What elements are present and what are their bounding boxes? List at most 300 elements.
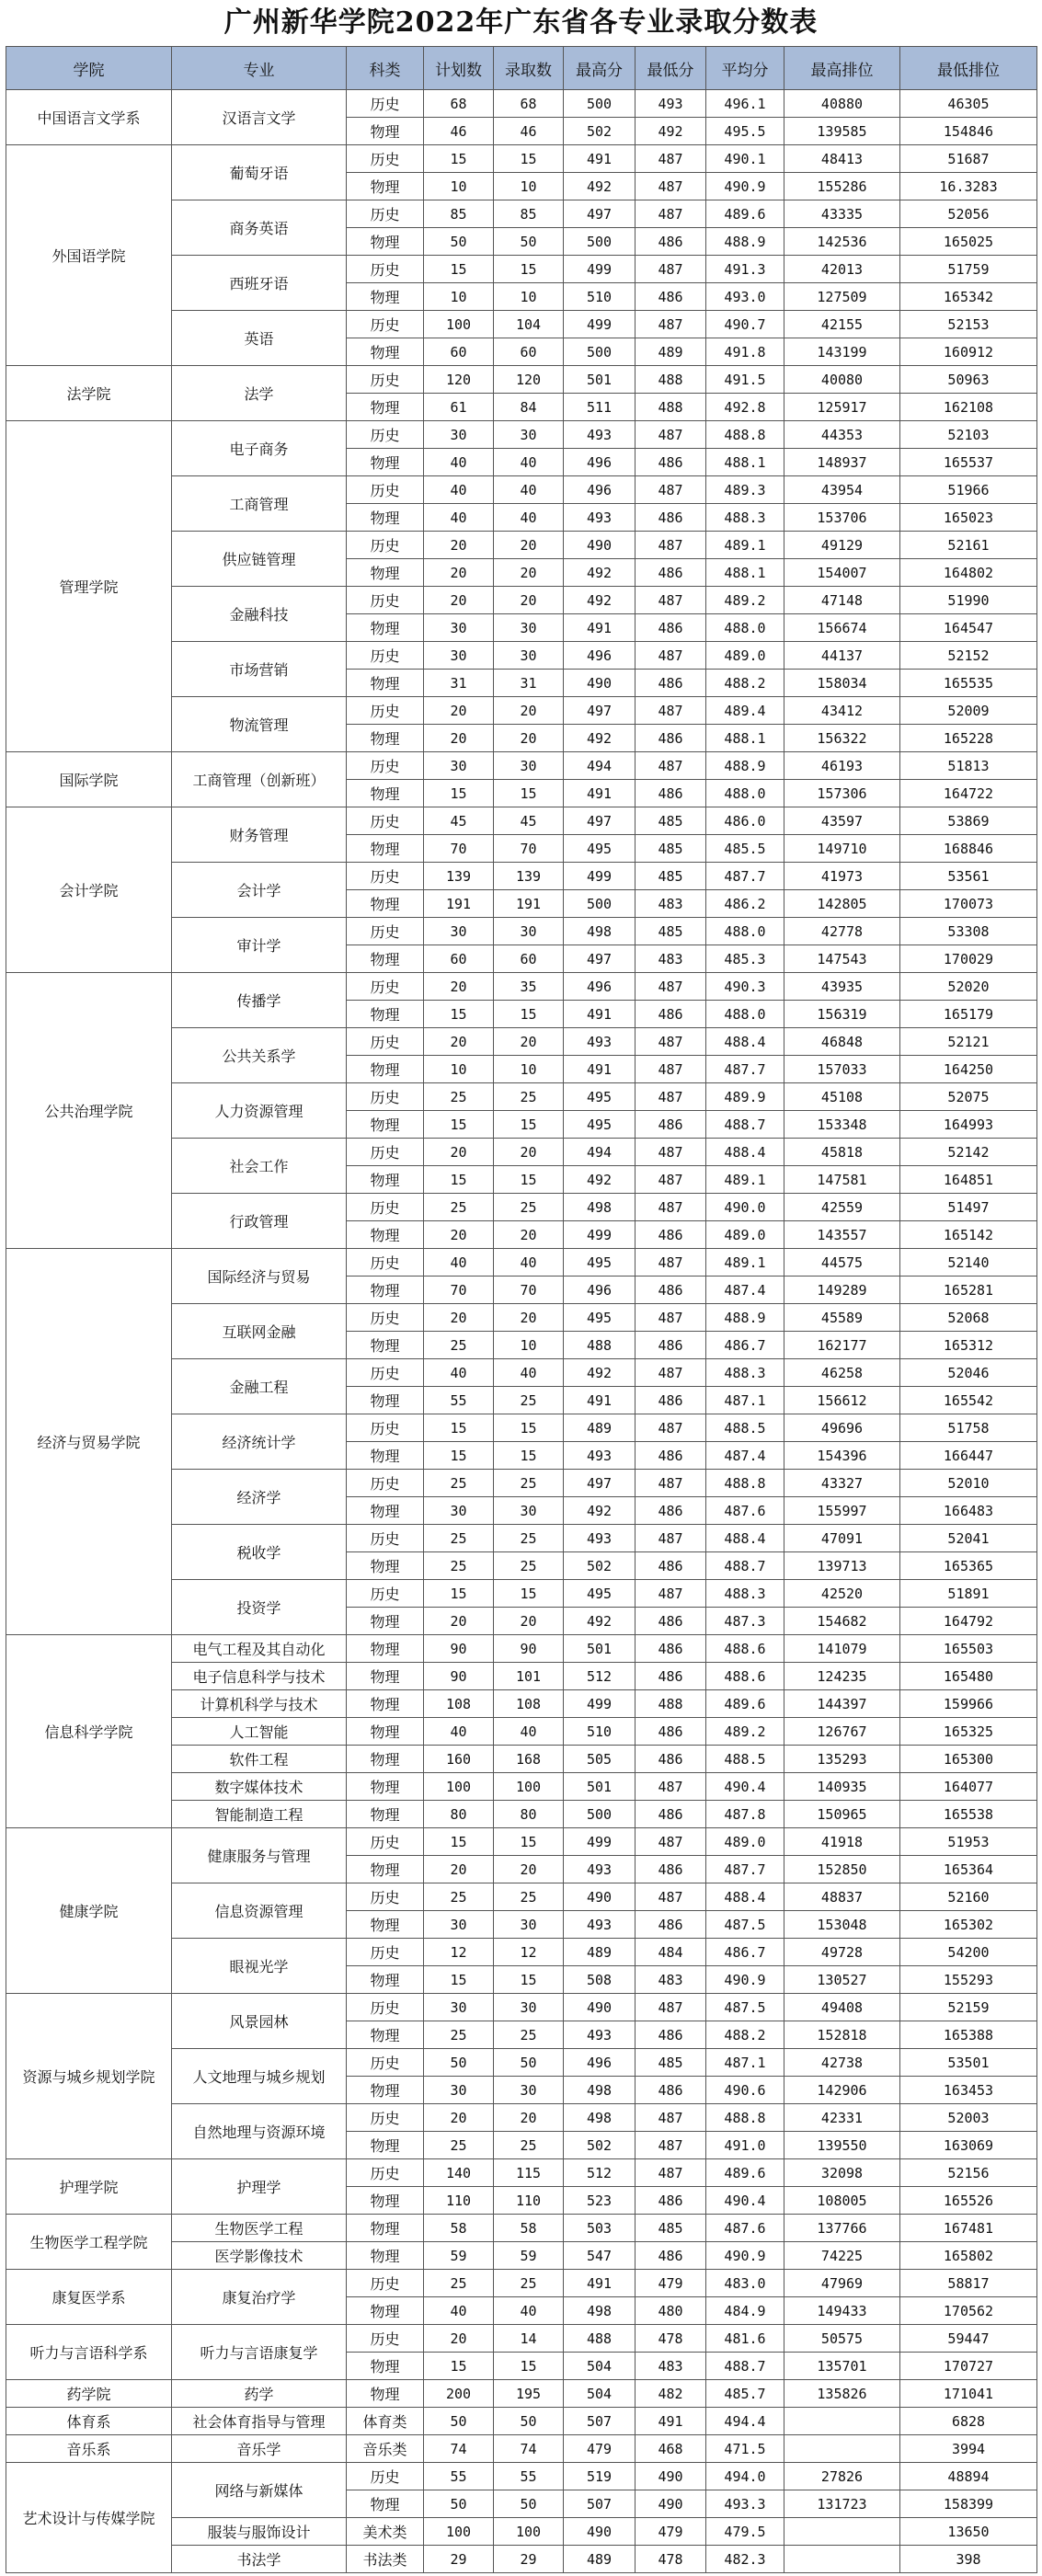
cell-min-score: 486	[636, 1801, 706, 1828]
cell-lowest-rank: 164792	[900, 1608, 1037, 1635]
cell-avg-score: 488.7	[706, 1111, 784, 1139]
cell-highest-rank: 46193	[784, 752, 900, 780]
cell-avg-score: 489.1	[706, 1249, 784, 1277]
cell-min-score: 487	[636, 200, 706, 228]
cell-lowest-rank: 16.3283	[900, 173, 1037, 200]
cell-lowest-rank: 51891	[900, 1580, 1037, 1608]
cell-highest-rank: 47091	[784, 1525, 900, 1552]
cell-category: 历史	[347, 2049, 424, 2077]
cell-category: 物理	[347, 283, 424, 311]
cell-lowest-rank: 164802	[900, 559, 1037, 587]
cell-max-score: 503	[564, 2215, 636, 2242]
cell-plan-count: 70	[424, 835, 494, 863]
cell-major: 电气工程及其自动化	[172, 1635, 347, 1663]
cell-lowest-rank: 155293	[900, 1966, 1037, 1994]
cell-max-score: 496	[564, 449, 636, 476]
cell-highest-rank: 32098	[784, 2159, 900, 2187]
cell-category: 物理	[347, 1166, 424, 1194]
cell-min-score: 487	[636, 587, 706, 614]
cell-plan-count: 20	[424, 587, 494, 614]
cell-category: 体育类	[347, 2408, 424, 2435]
cell-major: 国际经济与贸易	[172, 1249, 347, 1304]
cell-avg-score: 489.4	[706, 697, 784, 725]
cell-major: 投资学	[172, 1580, 347, 1635]
cell-admit-count: 30	[494, 1994, 564, 2021]
cell-max-score: 497	[564, 807, 636, 835]
cell-admit-count: 115	[494, 2159, 564, 2187]
cell-max-score: 501	[564, 1773, 636, 1801]
cell-min-score: 487	[636, 532, 706, 559]
cell-avg-score: 486.0	[706, 807, 784, 835]
cell-major: 药学	[172, 2380, 347, 2408]
column-header-category: 科类	[347, 47, 424, 90]
cell-college: 信息科学学院	[6, 1635, 172, 1828]
cell-admit-count: 40	[494, 504, 564, 532]
cell-max-score: 523	[564, 2187, 636, 2215]
cell-plan-count: 30	[424, 614, 494, 642]
cell-max-score: 495	[564, 1111, 636, 1139]
cell-avg-score: 487.3	[706, 1608, 784, 1635]
cell-max-score: 502	[564, 118, 636, 145]
cell-avg-score: 488.5	[706, 1414, 784, 1442]
cell-highest-rank: 155997	[784, 1497, 900, 1525]
cell-college: 经济与贸易学院	[6, 1249, 172, 1635]
cell-admit-count: 100	[494, 2518, 564, 2546]
cell-highest-rank	[784, 2435, 900, 2463]
cell-min-score: 487	[636, 642, 706, 670]
cell-plan-count: 30	[424, 1911, 494, 1939]
cell-category: 物理	[347, 1221, 424, 1249]
cell-highest-rank: 130527	[784, 1966, 900, 1994]
cell-min-score: 487	[636, 1166, 706, 1194]
table-row	[6, 2270, 1037, 2297]
cell-avg-score: 488.6	[706, 1635, 784, 1663]
cell-admit-count: 70	[494, 835, 564, 863]
cell-admit-count: 20	[494, 1139, 564, 1166]
cell-admit-count: 30	[494, 2077, 564, 2104]
cell-lowest-rank: 165312	[900, 1332, 1037, 1359]
cell-avg-score: 488.5	[706, 1746, 784, 1773]
table-row	[6, 2408, 1037, 2435]
cell-admit-count: 50	[494, 228, 564, 256]
cell-admit-count: 15	[494, 1001, 564, 1028]
cell-highest-rank: 142805	[784, 890, 900, 918]
cell-highest-rank: 43335	[784, 200, 900, 228]
cell-major: 智能制造工程	[172, 1801, 347, 1828]
cell-admit-count: 40	[494, 449, 564, 476]
cell-plan-count: 20	[424, 1028, 494, 1056]
cell-highest-rank: 143199	[784, 338, 900, 366]
cell-category: 物理	[347, 1856, 424, 1883]
cell-avg-score: 491.0	[706, 2132, 784, 2159]
cell-min-score: 487	[636, 1414, 706, 1442]
cell-category: 物理	[347, 1332, 424, 1359]
cell-max-score: 495	[564, 835, 636, 863]
cell-max-score: 490	[564, 1994, 636, 2021]
cell-major: 电子信息科学与技术	[172, 1663, 347, 1690]
cell-min-score: 483	[636, 1966, 706, 1994]
cell-major: 会计学	[172, 863, 347, 918]
cell-admit-count: 15	[494, 1111, 564, 1139]
cell-avg-score: 487.5	[706, 1911, 784, 1939]
cell-category: 物理	[347, 2132, 424, 2159]
cell-min-score: 486	[636, 780, 706, 807]
cell-lowest-rank: 51966	[900, 476, 1037, 504]
cell-plan-count: 20	[424, 1221, 494, 1249]
cell-admit-count: 50	[494, 2490, 564, 2518]
cell-major: 健康服务与管理	[172, 1828, 347, 1883]
cell-plan-count: 90	[424, 1663, 494, 1690]
cell-max-score: 498	[564, 2297, 636, 2325]
cell-avg-score: 488.0	[706, 1001, 784, 1028]
cell-min-score: 486	[636, 2021, 706, 2049]
cell-admit-count: 40	[494, 1249, 564, 1277]
cell-category: 历史	[347, 642, 424, 670]
cell-major: 社会体育指导与管理	[172, 2408, 347, 2435]
cell-plan-count: 15	[424, 1828, 494, 1856]
cell-category: 历史	[347, 587, 424, 614]
cell-max-score: 495	[564, 1083, 636, 1111]
cell-lowest-rank: 170727	[900, 2353, 1037, 2380]
cell-min-score: 485	[636, 863, 706, 890]
cell-college: 康复医学系	[6, 2270, 172, 2325]
cell-admit-count: 168	[494, 1746, 564, 1773]
cell-lowest-rank: 52160	[900, 1883, 1037, 1911]
cell-category: 物理	[347, 228, 424, 256]
cell-highest-rank: 126767	[784, 1718, 900, 1746]
cell-major: 数字媒体技术	[172, 1773, 347, 1801]
cell-admit-count: 108	[494, 1690, 564, 1718]
cell-min-score: 486	[636, 1552, 706, 1580]
cell-category: 物理	[347, 2187, 424, 2215]
cell-avg-score: 490.9	[706, 2242, 784, 2270]
table-row	[6, 2159, 1037, 2187]
cell-max-score: 493	[564, 1525, 636, 1552]
cell-highest-rank: 157033	[784, 1056, 900, 1083]
cell-lowest-rank: 164250	[900, 1056, 1037, 1083]
cell-college: 国际学院	[6, 752, 172, 807]
cell-highest-rank: 139550	[784, 2132, 900, 2159]
cell-major: 风景园林	[172, 1994, 347, 2049]
cell-lowest-rank: 3994	[900, 2435, 1037, 2463]
cell-lowest-rank: 165503	[900, 1635, 1037, 1663]
cell-avg-score: 487.8	[706, 1801, 784, 1828]
cell-lowest-rank: 165480	[900, 1663, 1037, 1690]
cell-category: 历史	[347, 2325, 424, 2353]
header-row	[6, 47, 1037, 90]
cell-plan-count: 15	[424, 1001, 494, 1028]
cell-min-score: 487	[636, 1304, 706, 1332]
cell-plan-count: 45	[424, 807, 494, 835]
cell-avg-score: 488.9	[706, 752, 784, 780]
cell-highest-rank: 41973	[784, 863, 900, 890]
cell-category: 物理	[347, 945, 424, 973]
cell-plan-count: 100	[424, 2518, 494, 2546]
cell-admit-count: 30	[494, 614, 564, 642]
cell-plan-count: 40	[424, 1718, 494, 1746]
cell-category: 物理	[347, 1001, 424, 1028]
cell-admit-count: 20	[494, 1221, 564, 1249]
cell-lowest-rank: 165228	[900, 725, 1037, 752]
cell-highest-rank: 156319	[784, 1001, 900, 1028]
cell-avg-score: 488.9	[706, 228, 784, 256]
cell-plan-count: 10	[424, 283, 494, 311]
cell-highest-rank: 154682	[784, 1608, 900, 1635]
cell-admit-count: 90	[494, 1635, 564, 1663]
cell-admit-count: 20	[494, 1608, 564, 1635]
cell-highest-rank: 74225	[784, 2242, 900, 2270]
cell-plan-count: 20	[424, 1139, 494, 1166]
cell-major: 社会工作	[172, 1139, 347, 1194]
cell-lowest-rank: 52121	[900, 1028, 1037, 1056]
cell-lowest-rank: 165538	[900, 1801, 1037, 1828]
cell-avg-score: 492.8	[706, 394, 784, 421]
cell-max-score: 493	[564, 1911, 636, 1939]
cell-highest-rank: 124235	[784, 1663, 900, 1690]
cell-admit-count: 20	[494, 1856, 564, 1883]
cell-lowest-rank: 52156	[900, 2159, 1037, 2187]
cell-lowest-rank: 59447	[900, 2325, 1037, 2353]
column-header-major: 专业	[172, 47, 347, 90]
cell-plan-count: 80	[424, 1801, 494, 1828]
cell-plan-count: 58	[424, 2215, 494, 2242]
cell-min-score: 479	[636, 2518, 706, 2546]
cell-avg-score: 487.1	[706, 1387, 784, 1414]
cell-plan-count: 110	[424, 2187, 494, 2215]
cell-min-score: 486	[636, 1497, 706, 1525]
cell-max-score: 500	[564, 338, 636, 366]
cell-avg-score: 491.5	[706, 366, 784, 394]
cell-highest-rank: 42778	[784, 918, 900, 945]
cell-college: 中国语言文学系	[6, 90, 172, 145]
cell-avg-score: 489.1	[706, 1166, 784, 1194]
cell-category: 音乐类	[347, 2435, 424, 2463]
cell-lowest-rank: 165142	[900, 1221, 1037, 1249]
cell-major: 物流管理	[172, 697, 347, 752]
cell-max-score: 493	[564, 1028, 636, 1056]
cell-admit-count: 25	[494, 2132, 564, 2159]
cell-lowest-rank: 165281	[900, 1277, 1037, 1304]
table-header	[6, 47, 1037, 90]
column-header-avg-score: 平均分	[706, 47, 784, 90]
cell-max-score: 504	[564, 2380, 636, 2408]
cell-plan-count: 55	[424, 2463, 494, 2490]
cell-admit-count: 60	[494, 338, 564, 366]
cell-category: 物理	[347, 118, 424, 145]
cell-avg-score: 488.2	[706, 2021, 784, 2049]
cell-highest-rank: 149433	[784, 2297, 900, 2325]
cell-lowest-rank: 398	[900, 2546, 1037, 2573]
cell-plan-count: 140	[424, 2159, 494, 2187]
cell-lowest-rank: 52010	[900, 1470, 1037, 1497]
cell-min-score: 486	[636, 1387, 706, 1414]
cell-max-score: 479	[564, 2435, 636, 2463]
cell-admit-count: 15	[494, 1414, 564, 1442]
cell-category: 物理	[347, 2077, 424, 2104]
cell-max-score: 491	[564, 1056, 636, 1083]
cell-highest-rank: 45589	[784, 1304, 900, 1332]
cell-min-score: 487	[636, 1525, 706, 1552]
cell-highest-rank: 108005	[784, 2187, 900, 2215]
cell-lowest-rank: 51687	[900, 145, 1037, 173]
cell-category: 历史	[347, 697, 424, 725]
cell-highest-rank: 42013	[784, 256, 900, 283]
cell-avg-score: 490.4	[706, 1773, 784, 1801]
cell-plan-count: 85	[424, 200, 494, 228]
column-header-highest-rank: 最高排位	[784, 47, 900, 90]
cell-plan-count: 200	[424, 2380, 494, 2408]
cell-highest-rank: 149289	[784, 1277, 900, 1304]
cell-min-score: 486	[636, 1111, 706, 1139]
cell-min-score: 485	[636, 2215, 706, 2242]
cell-plan-count: 15	[424, 256, 494, 283]
cell-plan-count: 20	[424, 725, 494, 752]
cell-major: 人力资源管理	[172, 1083, 347, 1139]
page-title: 广州新华学院2022年广东省各专业录取分数表	[223, 6, 819, 39]
cell-max-score: 488	[564, 1332, 636, 1359]
cell-lowest-rank: 165325	[900, 1718, 1037, 1746]
cell-highest-rank: 48413	[784, 145, 900, 173]
cell-max-score: 490	[564, 670, 636, 697]
cell-admit-count: 74	[494, 2435, 564, 2463]
cell-min-score: 486	[636, 1718, 706, 1746]
cell-plan-count: 50	[424, 2049, 494, 2077]
cell-highest-rank: 50575	[784, 2325, 900, 2353]
cell-min-score: 493	[636, 90, 706, 118]
cell-major: 审计学	[172, 918, 347, 973]
cell-admit-count: 15	[494, 2353, 564, 2380]
cell-max-score: 495	[564, 1580, 636, 1608]
cell-lowest-rank: 165802	[900, 2242, 1037, 2270]
cell-category: 历史	[347, 863, 424, 890]
cell-avg-score: 488.3	[706, 1359, 784, 1387]
table-row	[6, 2325, 1037, 2353]
cell-plan-count: 139	[424, 863, 494, 890]
cell-category: 物理	[347, 835, 424, 863]
cell-max-score: 504	[564, 2353, 636, 2380]
cell-max-score: 491	[564, 614, 636, 642]
cell-max-score: 502	[564, 2132, 636, 2159]
cell-highest-rank	[784, 2546, 900, 2573]
cell-category: 历史	[347, 807, 424, 835]
cell-major: 眼视光学	[172, 1939, 347, 1994]
cell-lowest-rank: 50963	[900, 366, 1037, 394]
cell-category: 历史	[347, 1359, 424, 1387]
cell-highest-rank: 152850	[784, 1856, 900, 1883]
cell-max-score: 494	[564, 1139, 636, 1166]
cell-plan-count: 74	[424, 2435, 494, 2463]
cell-plan-count: 30	[424, 752, 494, 780]
cell-min-score: 488	[636, 366, 706, 394]
cell-avg-score: 488.0	[706, 918, 784, 945]
cell-highest-rank: 47148	[784, 587, 900, 614]
cell-max-score: 491	[564, 780, 636, 807]
cell-major: 商务英语	[172, 200, 347, 256]
cell-max-score: 505	[564, 1746, 636, 1773]
cell-lowest-rank: 58817	[900, 2270, 1037, 2297]
cell-max-score: 511	[564, 394, 636, 421]
cell-min-score: 486	[636, 614, 706, 642]
cell-avg-score: 490.4	[706, 2187, 784, 2215]
cell-plan-count: 29	[424, 2546, 494, 2573]
cell-min-score: 483	[636, 2353, 706, 2380]
cell-plan-count: 15	[424, 1111, 494, 1139]
cell-max-score: 508	[564, 1966, 636, 1994]
cell-lowest-rank: 52075	[900, 1083, 1037, 1111]
cell-major: 自然地理与资源环境	[172, 2104, 347, 2159]
cell-avg-score: 487.4	[706, 1442, 784, 1470]
cell-lowest-rank: 54200	[900, 1939, 1037, 1966]
cell-lowest-rank: 6828	[900, 2408, 1037, 2435]
cell-avg-score: 488.6	[706, 1663, 784, 1690]
cell-max-score: 500	[564, 228, 636, 256]
cell-college: 健康学院	[6, 1828, 172, 1994]
cell-admit-count: 60	[494, 945, 564, 973]
cell-lowest-rank: 52003	[900, 2104, 1037, 2132]
cell-category: 物理	[347, 338, 424, 366]
cell-lowest-rank: 167481	[900, 2215, 1037, 2242]
cell-college: 护理学院	[6, 2159, 172, 2215]
cell-lowest-rank: 52142	[900, 1139, 1037, 1166]
cell-avg-score: 494.4	[706, 2408, 784, 2435]
cell-lowest-rank: 46305	[900, 90, 1037, 118]
cell-min-score: 488	[636, 1690, 706, 1718]
cell-min-score: 487	[636, 1139, 706, 1166]
cell-lowest-rank: 165342	[900, 283, 1037, 311]
cell-plan-count: 30	[424, 918, 494, 945]
cell-avg-score: 489.2	[706, 587, 784, 614]
cell-category: 历史	[347, 2270, 424, 2297]
cell-min-score: 487	[636, 1773, 706, 1801]
cell-admit-count: 30	[494, 642, 564, 670]
cell-lowest-rank: 52020	[900, 973, 1037, 1001]
cell-highest-rank: 135293	[784, 1746, 900, 1773]
cell-college: 法学院	[6, 366, 172, 421]
cell-min-score: 487	[636, 2159, 706, 2187]
cell-min-score: 486	[636, 2077, 706, 2104]
cell-lowest-rank: 166447	[900, 1442, 1037, 1470]
cell-admit-count: 139	[494, 863, 564, 890]
cell-college: 管理学院	[6, 421, 172, 752]
cell-avg-score: 488.3	[706, 504, 784, 532]
cell-category: 历史	[347, 1470, 424, 1497]
cell-admit-count: 85	[494, 200, 564, 228]
cell-avg-score: 485.5	[706, 835, 784, 863]
cell-avg-score: 488.0	[706, 780, 784, 807]
cell-min-score: 487	[636, 311, 706, 338]
cell-lowest-rank: 165364	[900, 1856, 1037, 1883]
cell-max-score: 488	[564, 2325, 636, 2353]
cell-max-score: 492	[564, 725, 636, 752]
cell-max-score: 495	[564, 1304, 636, 1332]
cell-category: 历史	[347, 752, 424, 780]
cell-highest-rank: 47969	[784, 2270, 900, 2297]
cell-lowest-rank: 163069	[900, 2132, 1037, 2159]
cell-highest-rank: 153048	[784, 1911, 900, 1939]
cell-admit-count: 25	[494, 2270, 564, 2297]
cell-min-score: 485	[636, 807, 706, 835]
cell-admit-count: 20	[494, 1304, 564, 1332]
cell-avg-score: 488.7	[706, 2353, 784, 2380]
cell-highest-rank: 158034	[784, 670, 900, 697]
cell-lowest-rank: 165526	[900, 2187, 1037, 2215]
column-header-plan-count: 计划数	[424, 47, 494, 90]
cell-admit-count: 25	[494, 1552, 564, 1580]
cell-category: 物理	[347, 2490, 424, 2518]
cell-category: 历史	[347, 421, 424, 449]
cell-admit-count: 20	[494, 1028, 564, 1056]
cell-lowest-rank: 154846	[900, 118, 1037, 145]
